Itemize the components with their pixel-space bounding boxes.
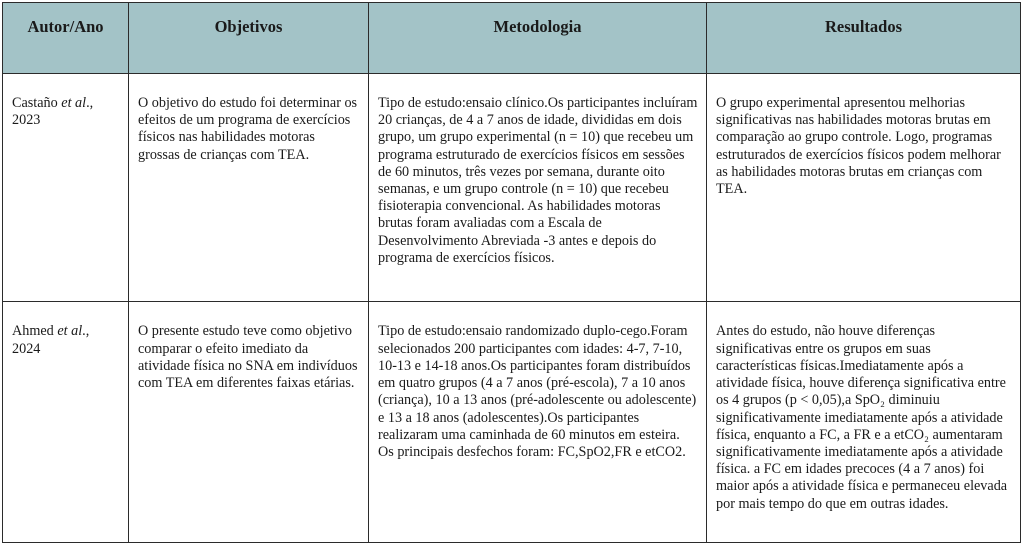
- publication-year: 2023: [12, 112, 41, 129]
- header-row: [3, 3, 1021, 74]
- author-suffix: .,: [86, 95, 94, 111]
- results-cell: O grupo experimental apresentou melhorias significativas nas habilidades motoras brutas em comparação ao grupo controle. Logo, programas estruturados de exercícios físicos podem melhorar as habilidades motoras brutas em crianças com TEA.: [707, 74, 1021, 302]
- author-suffix: .,: [82, 323, 90, 340]
- author-name: Ahmed: [12, 323, 58, 340]
- objective-cell: O objetivo do estudo foi determinar os efeitos de um programa de exercícios físicos nas habilidades motoras grossas de crianças com TEA.: [129, 74, 369, 302]
- author-year-cell: [3, 74, 129, 302]
- studies-table: [2, 2, 1021, 543]
- header-objectives: Objetivos: [129, 3, 369, 74]
- author-et-al: et al: [61, 95, 87, 111]
- author-name: Castaño: [12, 95, 62, 111]
- author-et-al: et al: [57, 323, 83, 340]
- methodology-cell: Tipo de estudo:ensaio randomizado duplo-cego.Foram selecionados 200 participantes com idades: 4-7, 7-10, 10-13 e 14-18 anos.Os participantes foram distribuídos em quatro grupos (4 a 7 anos (pré-escola), 7 a 10 anos (criança), 10 a 13 anos (pré-adolescente ou adolescente) e 13 a 18 anos (adolescentes).Os participantes realizaram uma caminhada de 60 minutos em esteira. Os principais desfechos foram: FC,SpO2,FR e etCO2.: [369, 302, 707, 543]
- author-year-cell: [3, 302, 129, 543]
- table-row: [3, 74, 1021, 302]
- results-cell: Antes do estudo, não houve diferenças significativas entre os grupos em suas características físicas.Imediatamente após a atividade física, houve diferença significativa entre os 4 grupos (p < 0,05),a SpO₂ diminuiu significativamente imediatamente após a atividade física, enquanto a FC, a FR e a etCO₂ aumentaram significativamente imediatamente após a atividade física. a FC em idades precoces (4 a 7 anos) foi maior após a atividade física e permaneceu elevada por mais tempo do que em outras idades.: [707, 302, 1021, 543]
- objective-cell: O presente estudo teve como objetivo comparar o efeito imediato da atividade física no SNA em indivíduos com TEA em diferentes faixas etárias.: [129, 302, 369, 543]
- header-results: Resultados: [707, 3, 1021, 74]
- publication-year: 2024: [12, 340, 41, 357]
- table-row: [3, 302, 1021, 543]
- header-author-year: Autor/Ano: [3, 3, 129, 74]
- methodology-cell: Tipo de estudo:ensaio clínico.Os participantes incluíram 20 crianças, de 4 a 7 anos de idade, divididas em dois grupo, um grupo experimental (n = 10) que recebeu um programa estruturado de exercícios físicos em sessões de 60 minutos, três vezes por semana, durante oito semanas, e um grupo controle (n = 10) que recebeu fisioterapia convencional. As habilidades motoras brutas foram avaliadas com a Escala de Desenvolvimento Abreviada -3 antes e depois do programa de exercícios físicos.: [369, 74, 707, 302]
- header-methodology: Metodologia: [369, 3, 707, 74]
